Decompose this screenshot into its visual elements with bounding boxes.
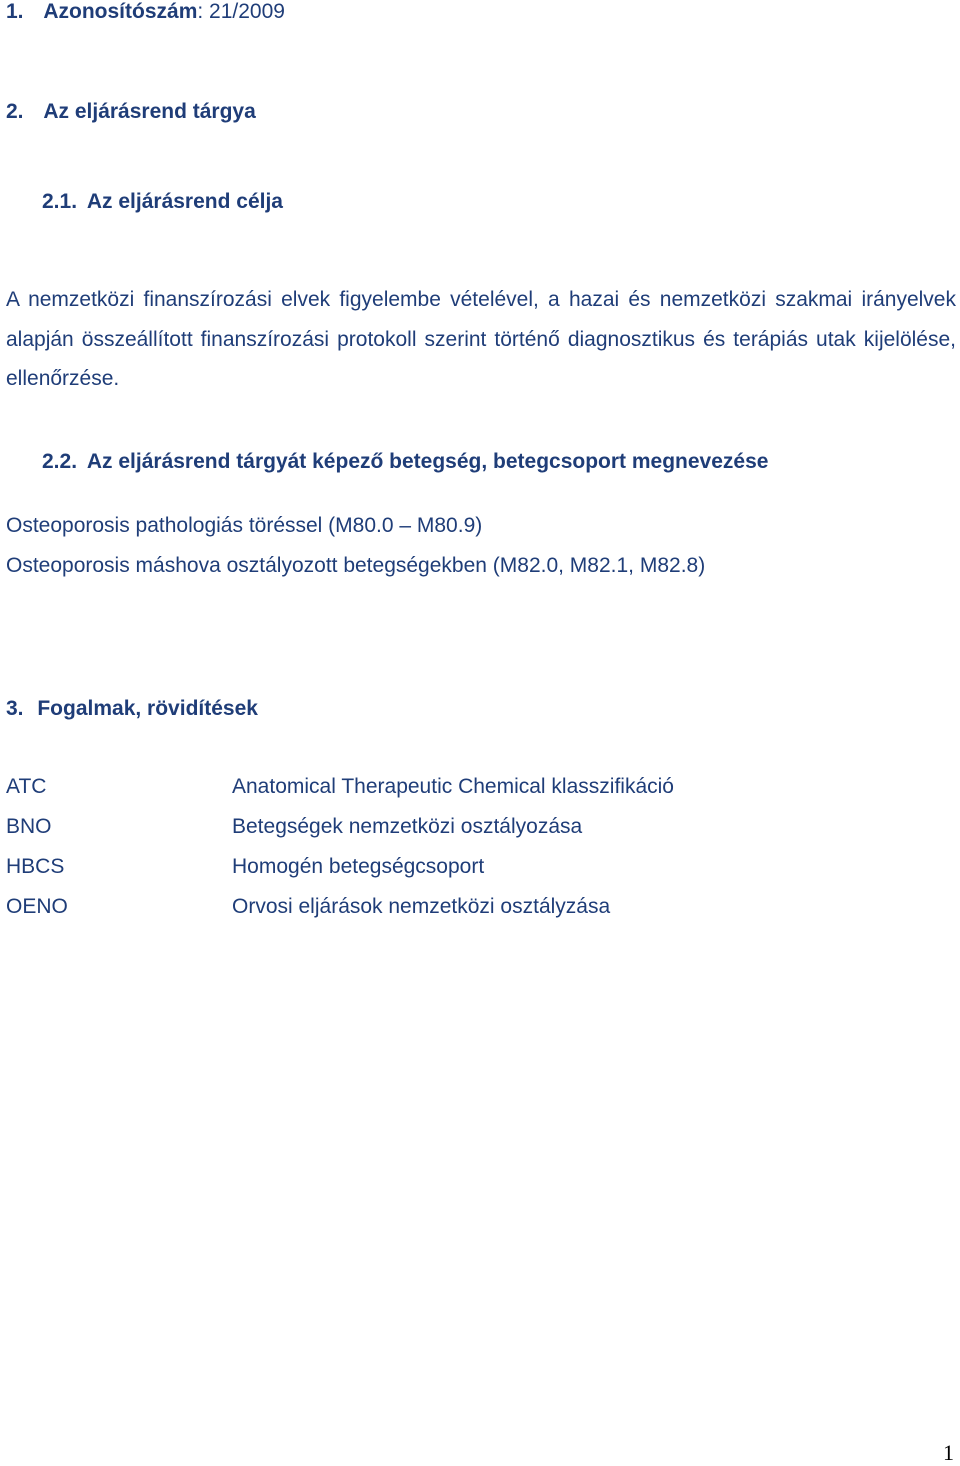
section-1-value: : 21/2009: [197, 0, 285, 23]
abbreviation-definition: Homogén betegségcsoport: [232, 855, 485, 878]
diagnosis-item: Osteoporosis máshova osztályozott betegségekben (M82.0, M82.1, M82.8): [6, 554, 706, 577]
abbreviation-definition: Anatomical Therapeutic Chemical klasszifikáció: [232, 775, 674, 798]
abbreviation-term: BNO: [6, 815, 52, 838]
abbreviation-definition: Betegségek nemzetközi osztályozása: [232, 815, 583, 838]
diagnosis-item: Osteoporosis pathologiás töréssel (M80.0 – M80.9): [6, 514, 483, 537]
section-3-title: Fogalmak, rövidítések: [37, 697, 258, 720]
section-2-heading: [6, 100, 256, 124]
abbreviation-definition: Orvosi eljárások nemzetközi osztályzása: [232, 895, 611, 918]
abbreviation-term: OENO: [6, 895, 68, 918]
section-3-heading: [6, 697, 258, 721]
section-1-number: 1.: [6, 0, 24, 23]
abbreviation-term: ATC: [6, 775, 47, 798]
section-2-1-title: Az eljárásrend célja: [86, 190, 283, 213]
section-2-2-heading: [42, 450, 768, 474]
section-2-2-number: 2.2.: [42, 450, 78, 473]
section-1-label: Azonosítószám: [43, 0, 198, 23]
section-3-number: 3.: [6, 697, 24, 720]
section-2-title: Az eljárásrend tárgya: [43, 100, 256, 123]
section-2-number: 2.: [6, 100, 24, 123]
abbreviation-term: HBCS: [6, 855, 65, 878]
page-number: 1: [943, 1440, 954, 1465]
section-2-1-paragraph: A nemzetközi finanszírozási elvek figyelembe vételével, a hazai és nemzetközi szakmai irányelvek alapján összeállított finanszírozási protokoll szerint történő diagnosztikus és terápiás utak kijelölése, ellenőrzése.: [6, 288, 956, 390]
section-2-1-heading: [42, 190, 283, 214]
section-1-heading: [6, 0, 285, 24]
section-2-1-number: 2.1.: [42, 190, 78, 213]
section-2-2-title: Az eljárásrend tárgyát képező betegség, betegcsoport megnevezése: [86, 450, 769, 473]
